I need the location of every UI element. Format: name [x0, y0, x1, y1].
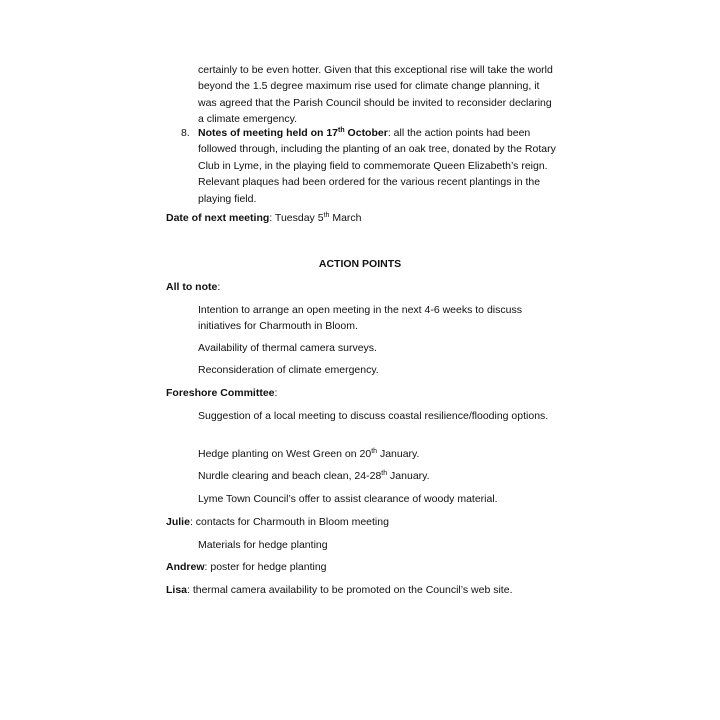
action-item-text: Reconsideration of climate emergency.	[198, 364, 379, 376]
group-label: All to note	[166, 281, 218, 293]
action-item-text-end: January.	[377, 448, 420, 460]
superscript: th	[381, 470, 388, 477]
assignee-lisa	[166, 582, 556, 598]
superscript: th	[338, 127, 345, 134]
action-item	[198, 537, 558, 553]
group-colon: :	[217, 281, 221, 293]
next-meeting-text: : Tuesday 5	[269, 212, 324, 224]
assignee-andrew	[166, 559, 556, 575]
action-item	[198, 446, 558, 462]
group-heading-foreshore	[166, 385, 556, 401]
action-item-text: Lyme Town Council’s offer to assist clearance of woody material.	[198, 493, 498, 505]
superscript: th	[371, 448, 378, 455]
action-item	[198, 408, 558, 424]
next-meeting-label: Date of next meeting	[166, 212, 270, 224]
assignee-name: Andrew	[166, 561, 205, 573]
item-text: : all the action points had been followed through, including the planting of an oak tree, donated by the Rotary Club in Lyme, in the playing field to commemorate Queen Elizabeth’s reign. Relevant plaques had been ordered for the various recent plantings in the playing field.	[198, 127, 556, 205]
group-colon: :	[274, 387, 278, 399]
item-heading	[198, 127, 388, 139]
assignee-name: Julie	[166, 516, 190, 528]
list-item-8	[181, 125, 558, 207]
item-heading-end: October	[344, 127, 388, 139]
group-label: Foreshore Committee	[166, 387, 275, 399]
paragraph-continuation	[198, 62, 558, 128]
action-item-text: Hedge planting on West Green on 20	[198, 448, 372, 460]
list-number: 8.	[181, 127, 190, 139]
next-meeting	[166, 210, 556, 226]
assignee-name: Lisa	[166, 584, 188, 596]
action-item-text: Nurdle clearing and beach clean, 24-28	[198, 470, 382, 482]
action-item	[198, 362, 558, 378]
assignee-task: : poster for hedge planting	[204, 561, 327, 573]
action-item	[198, 491, 558, 507]
action-item-text: Availability of thermal camera surveys.	[198, 342, 377, 354]
assignee-task: : thermal camera availability to be promoted on the Council’s web site.	[187, 584, 513, 596]
action-item-text: Intention to arrange an open meeting in the next 4-6 weeks to discuss initiatives for Charmouth in Bloom.	[198, 304, 522, 333]
action-item	[198, 468, 558, 484]
section-heading-text: ACTION POINTS	[318, 258, 402, 270]
action-item-text: Materials for hedge planting	[198, 539, 328, 551]
assignee-task: : contacts for Charmouth in Bloom meeting	[189, 516, 389, 528]
action-item-text-end: January.	[387, 470, 430, 482]
next-meeting-text-end: March	[329, 212, 362, 224]
paragraph-text: certainly to be even hotter. Given that this exceptional rise will take the world beyond the 1.5 degree maximum rise used for climate change planning, it was agreed that the Parish Council should be invited to reconsider declaring a climate emergency.	[198, 64, 553, 126]
group-heading-all	[166, 279, 556, 295]
item-heading-text: Notes of meeting held on 17	[198, 127, 339, 139]
action-item	[198, 302, 558, 335]
section-heading	[0, 256, 720, 272]
superscript: th	[323, 212, 330, 219]
action-item-text: Suggestion of a local meeting to discuss coastal resilience/flooding options.	[198, 410, 549, 422]
action-item	[198, 340, 558, 356]
assignee-julie	[166, 514, 556, 530]
